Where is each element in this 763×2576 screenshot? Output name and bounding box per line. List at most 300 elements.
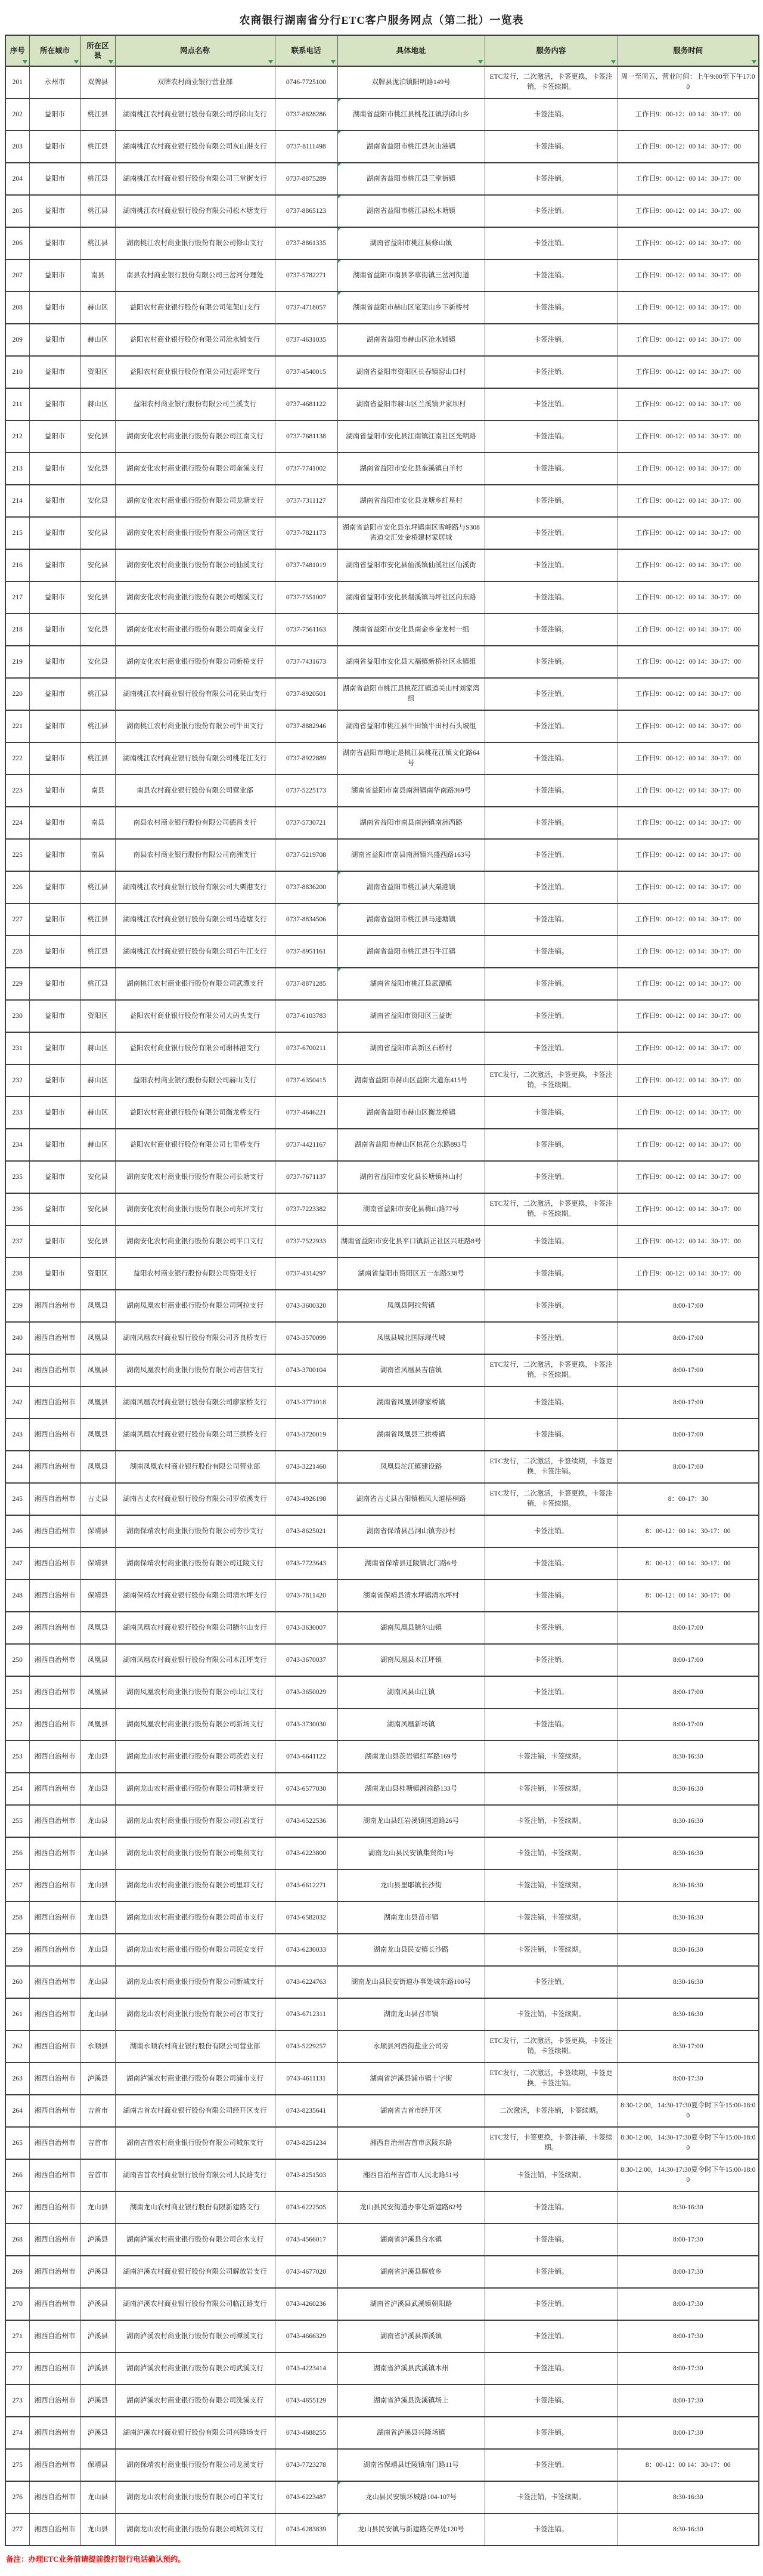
cell-index: 205: [5, 195, 29, 227]
cell-phone: 0743-3600320: [275, 1290, 337, 1322]
cell-index: 229: [5, 968, 29, 1000]
cell-index: 269: [5, 2256, 29, 2288]
cell-index: 231: [5, 1032, 29, 1064]
cell-city: 湘西自治州市: [29, 1934, 80, 1966]
table-row: [5, 2288, 759, 2320]
cell-city: 益阳市: [29, 1193, 80, 1225]
cell-branch-name: 湖南泸溪农村商业银行股份有限公司潭溪支行: [115, 2320, 275, 2352]
cell-phone: 0737-8865123: [275, 195, 337, 227]
cell-city: 益阳市: [29, 195, 80, 227]
cell-county: 资阳区: [80, 1000, 115, 1032]
cell-hours: 工作日9：00-12：00 14：30-17：00: [618, 1193, 759, 1225]
cell-services: ETC发行，二次激活，卡签更换，卡签注销，卡签续期。: [485, 1483, 618, 1515]
cell-branch-name: 湖南吉首农村商业银行股份有限公司城东支行: [115, 2127, 275, 2159]
footer-note: 备注：办理ETC业务前请提前拨打银行电话确认预约。: [6, 2555, 185, 2563]
cell-branch-name: 益阳农村商业银行股份有限公司兰溪支行: [115, 388, 275, 420]
cell-phone: 0743-7811420: [275, 1580, 337, 1612]
cell-hours: 工作日9：00-12：00 14：30-17：00: [618, 807, 759, 839]
cell-index: 216: [5, 549, 29, 581]
filter-dropdown-icon[interactable]: [611, 60, 616, 64]
table-row: [5, 1676, 759, 1708]
cell-phone: 0743-6230033: [275, 1934, 337, 1966]
cell-city: 益阳市: [29, 98, 80, 131]
cell-address: 湖南省益阳市南县南洲镇兴盛西路163号: [337, 839, 485, 871]
cell-services: 卡签注销，卡签续期。: [485, 1773, 618, 1805]
cell-services: 卡签注销。: [485, 517, 618, 549]
filter-dropdown-icon[interactable]: [752, 60, 756, 64]
cell-services: ETC发行，二次激活，卡签更换，卡签注销，卡签续期。: [485, 66, 618, 98]
cell-county: 保靖县: [80, 2449, 115, 2481]
cell-address: 湖南省益阳市安化县龙塘乡红星村: [337, 485, 485, 517]
cell-county: 安化县: [80, 485, 115, 517]
cell-branch-name: 湖南安化农村商业银行股份有限公司平口支行: [115, 1225, 275, 1258]
cell-address: 湖南省益阳市赫山区兰溪镇尹家坝村: [337, 388, 485, 420]
cell-branch-name: 湖南龙山农村商业银行股份有限公司桂塘支行: [115, 1773, 275, 1805]
cell-county: 安化县: [80, 581, 115, 614]
cell-address: 湖南省益阳市桃江县石牛江镇: [337, 936, 485, 968]
filter-dropdown-icon[interactable]: [23, 60, 27, 64]
cell-services: 卡签注销。: [485, 2256, 618, 2288]
cell-address: 凤凰县阿拉营镇: [337, 1290, 485, 1322]
cell-city: 益阳市: [29, 936, 80, 968]
cell-branch-name: 湖南桃江农村商业银行股份有限公司松木塘支行: [115, 195, 275, 227]
cell-phone: 0743-6582032: [275, 1902, 337, 1934]
cell-branch-name: 湖南龙山农村商业银行股份有限新建路支行: [115, 2191, 275, 2224]
filter-dropdown-icon[interactable]: [478, 60, 483, 64]
table-row: [5, 1290, 759, 1322]
cell-services: ETC发行，卡签更换，卡签注销，卡签续期。: [485, 2127, 618, 2159]
cell-address: 湘西自治州吉首市武陵东路: [337, 2127, 485, 2159]
cell-index: 238: [5, 1258, 29, 1290]
cell-hours: 8:00-17:30: [618, 2256, 759, 2288]
cell-county: 南县: [80, 259, 115, 292]
cell-branch-name: 湖南凤凰农村商业银行股份有限公司木江坪支行: [115, 1644, 275, 1676]
cell-city: 湘西自治州市: [29, 1869, 80, 1902]
cell-county: 桃江县: [80, 936, 115, 968]
cell-phone: 0737-7741002: [275, 453, 337, 485]
cell-city: 益阳市: [29, 581, 80, 614]
cell-branch-name: 双牌农村商业银行营业部: [115, 66, 275, 98]
cell-address: 龙山县民安街道办事处新建路82号: [337, 2191, 485, 2224]
column-header-label: 联系电话: [291, 46, 321, 55]
cell-hours: 工作日9：00-12：00 14：30-17：00: [618, 163, 759, 195]
cell-services: 卡签注销。: [485, 163, 618, 195]
cell-index: 275: [5, 2449, 29, 2481]
cell-county: 凤凰县: [80, 1354, 115, 1386]
cell-branch-name: 南县农村商业银行股份有限公司德昌支行: [115, 807, 275, 839]
table-row: [5, 1966, 759, 1998]
cell-branch-name: 湖南安化农村商业银行股份有限公司江南支行: [115, 420, 275, 453]
cell-city: 益阳市: [29, 871, 80, 903]
column-header-label: 所在区县: [86, 41, 109, 60]
cell-services: 卡签注销。: [485, 2513, 618, 2546]
cell-index: 270: [5, 2288, 29, 2320]
cell-city: 湘西自治州市: [29, 2481, 80, 2513]
cell-county: 龙山县: [80, 1741, 115, 1773]
cell-branch-name: 湖南泸溪农村商业银行股份有限公司洗溪支行: [115, 2385, 275, 2417]
cell-services: ETC发行，二次激活，卡签续期，卡签更换，卡签注销。: [485, 1451, 618, 1483]
cell-address: 湖南省益阳市资阳区长春镇窑山口村: [337, 356, 485, 388]
cell-hours: 周一至周五，营业时间：上午9:00至下午17:00: [618, 66, 759, 98]
cell-branch-name: 湖南桃江农村商业银行股份有限公司武潭支行: [115, 968, 275, 1000]
cell-services: 卡签注销。: [485, 1966, 618, 1998]
cell-hours: 工作日9：00-12：00 14：30-17：00: [618, 324, 759, 356]
column-header-label: 网点名称: [179, 46, 210, 55]
cell-index: 274: [5, 2417, 29, 2449]
cell-hours: 工作日9：00-12：00 14：30-17：00: [618, 195, 759, 227]
cell-address: 龙山县里耶镇长沙街: [337, 1869, 485, 1902]
cell-phone: 0737-4631035: [275, 324, 337, 356]
cell-branch-name: 益阳农村商业银行股份有限公司谢林港支行: [115, 1032, 275, 1064]
cell-branch-name: 湖南桃江农村商业银行股份有限公司石牛江支行: [115, 936, 275, 968]
cell-county: 桃江县: [80, 98, 115, 131]
cell-phone: 0743-3570099: [275, 1322, 337, 1354]
cell-hours: 工作日9：00-12：00 14：30-17：00: [618, 742, 759, 775]
cell-hours: 工作日9：00-12：00 14：30-17：00: [618, 388, 759, 420]
cell-hours: 8:00-17:00: [618, 1419, 759, 1451]
cell-hours: 工作日9：00-12：00 14：30-17：00: [618, 871, 759, 903]
cell-services: 卡签注销。: [485, 1097, 618, 1129]
cell-city: 湘西自治州市: [29, 1547, 80, 1580]
cell-phone: 0737-8834506: [275, 903, 337, 936]
cell-city: 永州市: [29, 66, 80, 98]
cell-branch-name: 湖南安化农村商业银行股份有限公司南区支行: [115, 517, 275, 549]
cell-city: 益阳市: [29, 1225, 80, 1258]
page-title: 农商银行湖南省分行ETC客户服务网点（第二批）一览表: [239, 14, 524, 26]
cell-services: 卡签注销。: [485, 2449, 618, 2481]
cell-services: 卡签注销。: [485, 1290, 618, 1322]
cell-county: 保靖县: [80, 1515, 115, 1547]
filter-dropdown-icon[interactable]: [268, 60, 273, 64]
cell-branch-name: 湖南凤凰农村商业银行股份有限公司齐良桥支行: [115, 1322, 275, 1354]
cell-services: 卡签注销。: [485, 98, 618, 131]
cell-branch-name: 湖南桃江农村商业银行股份有限公司三堂街支行: [115, 163, 275, 195]
cell-address: 湖南省益阳市赫山区桃花仑东路893号: [337, 1129, 485, 1161]
cell-county: 双牌县: [80, 66, 115, 98]
cell-county: 南县: [80, 807, 115, 839]
cell-phone: 0743-3700104: [275, 1354, 337, 1386]
table-row: [5, 1097, 759, 1129]
cell-branch-name: 湖南龙山农村商业银行股份有限公司茨岩支行: [115, 1741, 275, 1773]
cell-hours: 8:30-16:30: [618, 2513, 759, 2546]
cell-county: 桃江县: [80, 678, 115, 710]
cell-hours: 工作日9：00-12：00 14：30-17：00: [618, 549, 759, 581]
cell-phone: 0743-4688255: [275, 2417, 337, 2449]
cell-index: 248: [5, 1580, 29, 1612]
cell-branch-name: 湖南保靖农村商业银行股份有限公司清水坪支行: [115, 1580, 275, 1612]
cell-county: 安化县: [80, 1161, 115, 1193]
table-row: [5, 1515, 759, 1547]
cell-phone: 0737-7671137: [275, 1161, 337, 1193]
cell-hours: 8:00-17:30: [618, 2352, 759, 2385]
cell-phone: 0737-5225173: [275, 775, 337, 807]
cell-index: 264: [5, 2095, 29, 2127]
cell-phone: 0737-8882946: [275, 710, 337, 742]
table-row: [5, 903, 759, 936]
cell-hours: 8:00-17:00: [618, 1612, 759, 1644]
cell-county: 凤凰县: [80, 1451, 115, 1483]
cell-county: 古丈县: [80, 1483, 115, 1515]
cell-branch-name: 湖南泸溪农村商业银行股份有限公司合水支行: [115, 2224, 275, 2256]
cell-services: 卡签注销。: [485, 1644, 618, 1676]
column-header-index: [5, 35, 29, 66]
cell-index: 242: [5, 1386, 29, 1419]
cell-address: 湖南凤凰县腊尔山镇: [337, 1612, 485, 1644]
cell-phone: 0743-5229257: [275, 2030, 337, 2063]
cell-city: 益阳市: [29, 1064, 80, 1097]
cell-phone: 0743-3630007: [275, 1612, 337, 1644]
cell-county: 凤凰县: [80, 1676, 115, 1708]
cell-hours: 工作日9：00-12：00 14：30-17：00: [618, 710, 759, 742]
cell-branch-name: 益阳农村商业银行股份有限公司沧水铺支行: [115, 324, 275, 356]
cell-services: 卡签注销。: [485, 1612, 618, 1644]
cell-phone: 0743-8251503: [275, 2159, 337, 2191]
filter-dropdown-icon[interactable]: [108, 60, 113, 64]
cell-address: 湖南省益阳市桃江县牛田镇牛田村石头坡组: [337, 710, 485, 742]
cell-phone: 0743-3670037: [275, 1644, 337, 1676]
table-row: [5, 1225, 759, 1258]
cell-county: 泸溪县: [80, 2063, 115, 2095]
cell-index: 243: [5, 1419, 29, 1451]
table-row: [5, 1419, 759, 1451]
table-row: [5, 1386, 759, 1419]
cell-index: 240: [5, 1322, 29, 1354]
table-row: [5, 936, 759, 968]
cell-index: 212: [5, 420, 29, 453]
cell-address: 湖南省益阳市桃江县大栗港镇: [337, 871, 485, 903]
cell-city: 益阳市: [29, 356, 80, 388]
cell-index: 272: [5, 2352, 29, 2385]
cell-branch-name: 南县农村商业银行股份有限公司营业部: [115, 775, 275, 807]
cell-county: 凤凰县: [80, 1290, 115, 1322]
cell-county: 保靖县: [80, 1580, 115, 1612]
cell-county: 凤凰县: [80, 1644, 115, 1676]
cell-hours: 8:00-17:00: [618, 1644, 759, 1676]
cell-services: 卡签注销。: [485, 2191, 618, 2224]
cell-address: 湖南省保靖县迁陵镇南门路11号: [337, 2449, 485, 2481]
cell-phone: 0746-7725100: [275, 66, 337, 98]
table-row: [5, 195, 759, 227]
cell-branch-name: 南县农村商业银行股份有限公司三岔河分理处: [115, 259, 275, 292]
cell-index: 208: [5, 292, 29, 324]
cell-phone: 0743-3221460: [275, 1451, 337, 1483]
column-header-address: [337, 35, 485, 66]
cell-phone: 0743-3771018: [275, 1386, 337, 1419]
cell-branch-name: 湖南吉首农村商业银行股份有限公司人民路支行: [115, 2159, 275, 2191]
cell-branch-name: 湖南龙山农村商业银行股份有限公司红岩支行: [115, 1805, 275, 1837]
cell-phone: 0737-8951161: [275, 936, 337, 968]
column-header-phone: [275, 35, 337, 66]
table-row: [5, 1258, 759, 1290]
cell-index: 213: [5, 453, 29, 485]
cell-phone: 0737-4421167: [275, 1129, 337, 1161]
cell-branch-name: 湖南凤凰农村商业银行股份有限公司三拱桥支行: [115, 1419, 275, 1451]
cell-address: 湖南省泸溪县解放乡: [337, 2256, 485, 2288]
cell-index: 217: [5, 581, 29, 614]
cell-hours: 工作日9：00-12：00 14：30-17：00: [618, 485, 759, 517]
cell-phone: 0743-7723278: [275, 2449, 337, 2481]
table-row: [5, 1934, 759, 1966]
table-row: [5, 1805, 759, 1837]
cell-branch-name: 湖南泸溪农村商业银行股份有限公司武溪支行: [115, 2352, 275, 2385]
table-row: [5, 1129, 759, 1161]
filter-dropdown-icon[interactable]: [74, 60, 79, 64]
cell-branch-name: 湖南凤凰农村商业银行股份有限公司阿拉支行: [115, 1290, 275, 1322]
cell-hours: 工作日9：00-12：00 14：30-17：00: [618, 903, 759, 936]
cell-services: 卡签注销。: [485, 581, 618, 614]
cell-branch-name: 湖南安化农村商业银行股份有限公司仙溪支行: [115, 549, 275, 581]
cell-index: 249: [5, 1612, 29, 1644]
cell-city: 湘西自治州市: [29, 2385, 80, 2417]
cell-hours: 8:30-17:00: [618, 2030, 759, 2063]
table-row: [5, 66, 759, 98]
cell-address: 湖南省益阳市赫山区笔架山乡下新桥村: [337, 292, 485, 324]
cell-address: 湖南省古丈县古阳镇栖凤大道梧桐路: [337, 1483, 485, 1515]
cell-address: 湖南省保靖县吕洞山镇夯沙村: [337, 1515, 485, 1547]
cell-county: 安化县: [80, 614, 115, 646]
cell-index: 263: [5, 2063, 29, 2095]
cell-city: 湘西自治州市: [29, 1676, 80, 1708]
cell-services: 卡签注销。: [485, 2385, 618, 2417]
table-row: [5, 2127, 759, 2159]
cell-services: 卡签注销。: [485, 646, 618, 678]
cell-branch-name: 湖南龙山农村商业银行股份有限公司城郊支行: [115, 2513, 275, 2546]
header-row: [5, 35, 759, 66]
cell-index: 252: [5, 1708, 29, 1741]
cell-phone: 0743-4666329: [275, 2320, 337, 2352]
cell-index: 271: [5, 2320, 29, 2352]
table-row: [5, 1451, 759, 1483]
cell-county: 安化县: [80, 1193, 115, 1225]
cell-phone: 0737-7223382: [275, 1193, 337, 1225]
table-row: [5, 775, 759, 807]
cell-address: 湖南省益阳市安化县仙溪镇仙溪社区仙溪街: [337, 549, 485, 581]
table-row: [5, 2449, 759, 2481]
cell-services: 卡签注销。: [485, 742, 618, 775]
cell-city: 益阳市: [29, 1097, 80, 1129]
cell-hours: 工作日9：00-12：00 14：30-17：00: [618, 1097, 759, 1129]
cell-county: 桃江县: [80, 710, 115, 742]
cell-phone: 0737-4646221: [275, 1097, 337, 1129]
cell-county: 龙山县: [80, 2191, 115, 2224]
cell-hours: 8:30-16:30: [618, 2191, 759, 2224]
cell-branch-name: 湖南龙山农村商业银行股份有限公司召市支行: [115, 1998, 275, 2030]
cell-county: 南县: [80, 839, 115, 871]
cell-county: 保靖县: [80, 1547, 115, 1580]
cell-county: 赫山区: [80, 1032, 115, 1064]
cell-city: 湘西自治州市: [29, 2127, 80, 2159]
cell-city: 湘西自治州市: [29, 2352, 80, 2385]
cell-index: 236: [5, 1193, 29, 1225]
cell-hours: 8:00-17:30: [618, 2417, 759, 2449]
cell-services: 卡签注销。: [485, 388, 618, 420]
cell-city: 湘西自治州市: [29, 1837, 80, 1869]
cell-address: 湖南省益阳市赫山区沧水铺镇: [337, 324, 485, 356]
cell-address: 湖南省益阳市南县南洲镇南洲西路: [337, 807, 485, 839]
cell-index: 219: [5, 646, 29, 678]
cell-city: 益阳市: [29, 1129, 80, 1161]
cell-county: 泸溪县: [80, 2352, 115, 2385]
cell-city: 益阳市: [29, 710, 80, 742]
cell-city: 湘西自治州市: [29, 2159, 80, 2191]
cell-city: 益阳市: [29, 163, 80, 195]
cell-address: 双牌县泷泊镇阳明路149号: [337, 66, 485, 98]
cell-county: 凤凰县: [80, 1322, 115, 1354]
cell-branch-name: 湖南泸溪农村商业银行股份有限公司兴隆场支行: [115, 2417, 275, 2449]
table-body: [5, 66, 759, 2546]
cell-county: 赫山区: [80, 324, 115, 356]
cell-phone: 0743-6612271: [275, 1869, 337, 1902]
cell-phone: 0737-8836200: [275, 871, 337, 903]
cell-branch-name: 湖南安化农村商业银行股份有限公司奎溪支行: [115, 453, 275, 485]
cell-phone: 0743-6577030: [275, 1773, 337, 1805]
column-header-label: 服务时间: [673, 46, 703, 55]
cell-hours: 8:30-12:00，14:30-17:30夏令时下午15:00-18:00: [618, 2095, 759, 2127]
cell-phone: 0737-4540015: [275, 356, 337, 388]
cell-services: 卡签注销。: [485, 1386, 618, 1419]
table-row: [5, 1064, 759, 1097]
cell-services: 卡签注销。: [485, 420, 618, 453]
cell-city: 湘西自治州市: [29, 1354, 80, 1386]
cell-branch-name: 益阳农村商业银行股份有限公司笔架山支行: [115, 292, 275, 324]
cell-city: 湘西自治州市: [29, 1290, 80, 1322]
cell-index: 234: [5, 1129, 29, 1161]
cell-county: 龙山县: [80, 1773, 115, 1805]
cell-index: 209: [5, 324, 29, 356]
cell-index: 268: [5, 2224, 29, 2256]
cell-address: 湖南龙山县民安镇长沙路: [337, 1934, 485, 1966]
cell-hours: 8:30-16:30: [618, 1741, 759, 1773]
cell-county: 桃江县: [80, 227, 115, 259]
cell-branch-name: 湖南凤凰农村商业银行股份有限公司山江支行: [115, 1676, 275, 1708]
filter-dropdown-icon[interactable]: [331, 60, 336, 64]
cell-county: 安化县: [80, 420, 115, 453]
cell-hours: 8：00-12：00 14：30-17：00: [618, 1547, 759, 1580]
cell-phone: 0743-4611131: [275, 2063, 337, 2095]
cell-county: 泸溪县: [80, 2256, 115, 2288]
cell-services: 卡签注销。: [485, 2224, 618, 2256]
cell-address: 湖南省益阳市桃江县武潭镇: [337, 968, 485, 1000]
table-row: [5, 2352, 759, 2385]
cell-branch-name: 湖南桃江农村商业银行股份有限公司牛田支行: [115, 710, 275, 742]
cell-address: 湖南省益阳市安化县东坪镇南区雪峰路与S308省道交汇处金桥建材家居城: [337, 517, 485, 549]
cell-county: 吉首市: [80, 2159, 115, 2191]
cell-address: 湖南龙山县红岩溪镇国道路26号: [337, 1805, 485, 1837]
cell-hours: 8:30-16:30: [618, 1966, 759, 1998]
cell-address: 湖南省凤凰县吉信镇: [337, 1354, 485, 1386]
cell-branch-name: 湖南泸溪农村商业银行股份有限公司浦市支行: [115, 2063, 275, 2095]
cell-services: 卡签注销。: [485, 1322, 618, 1354]
cell-phone: 0743-3720019: [275, 1419, 337, 1451]
table-row: [5, 2513, 759, 2546]
cell-phone: 0743-8235641: [275, 2095, 337, 2127]
cell-city: 益阳市: [29, 1032, 80, 1064]
cell-address: 湖南龙山县茨岩镇红军路169号: [337, 1741, 485, 1773]
cell-services: 卡签注销。: [485, 356, 618, 388]
cell-hours: 工作日9：00-12：00 14：30-17：00: [618, 420, 759, 453]
cell-city: 益阳市: [29, 420, 80, 453]
cell-city: 湘西自治州市: [29, 2417, 80, 2449]
cell-address: 湖南省保靖县清水坪镇清水坪村: [337, 1580, 485, 1612]
cell-phone: 0737-6700211: [275, 1032, 337, 1064]
cell-index: 215: [5, 517, 29, 549]
table-row: [5, 646, 759, 678]
cell-city: 益阳市: [29, 324, 80, 356]
cell-county: 资阳区: [80, 1258, 115, 1290]
cell-city: 湘西自治州市: [29, 1322, 80, 1354]
cell-branch-name: 益阳农村商业银行股份有限公司过鹿坪支行: [115, 356, 275, 388]
cell-county: 桃江县: [80, 968, 115, 1000]
